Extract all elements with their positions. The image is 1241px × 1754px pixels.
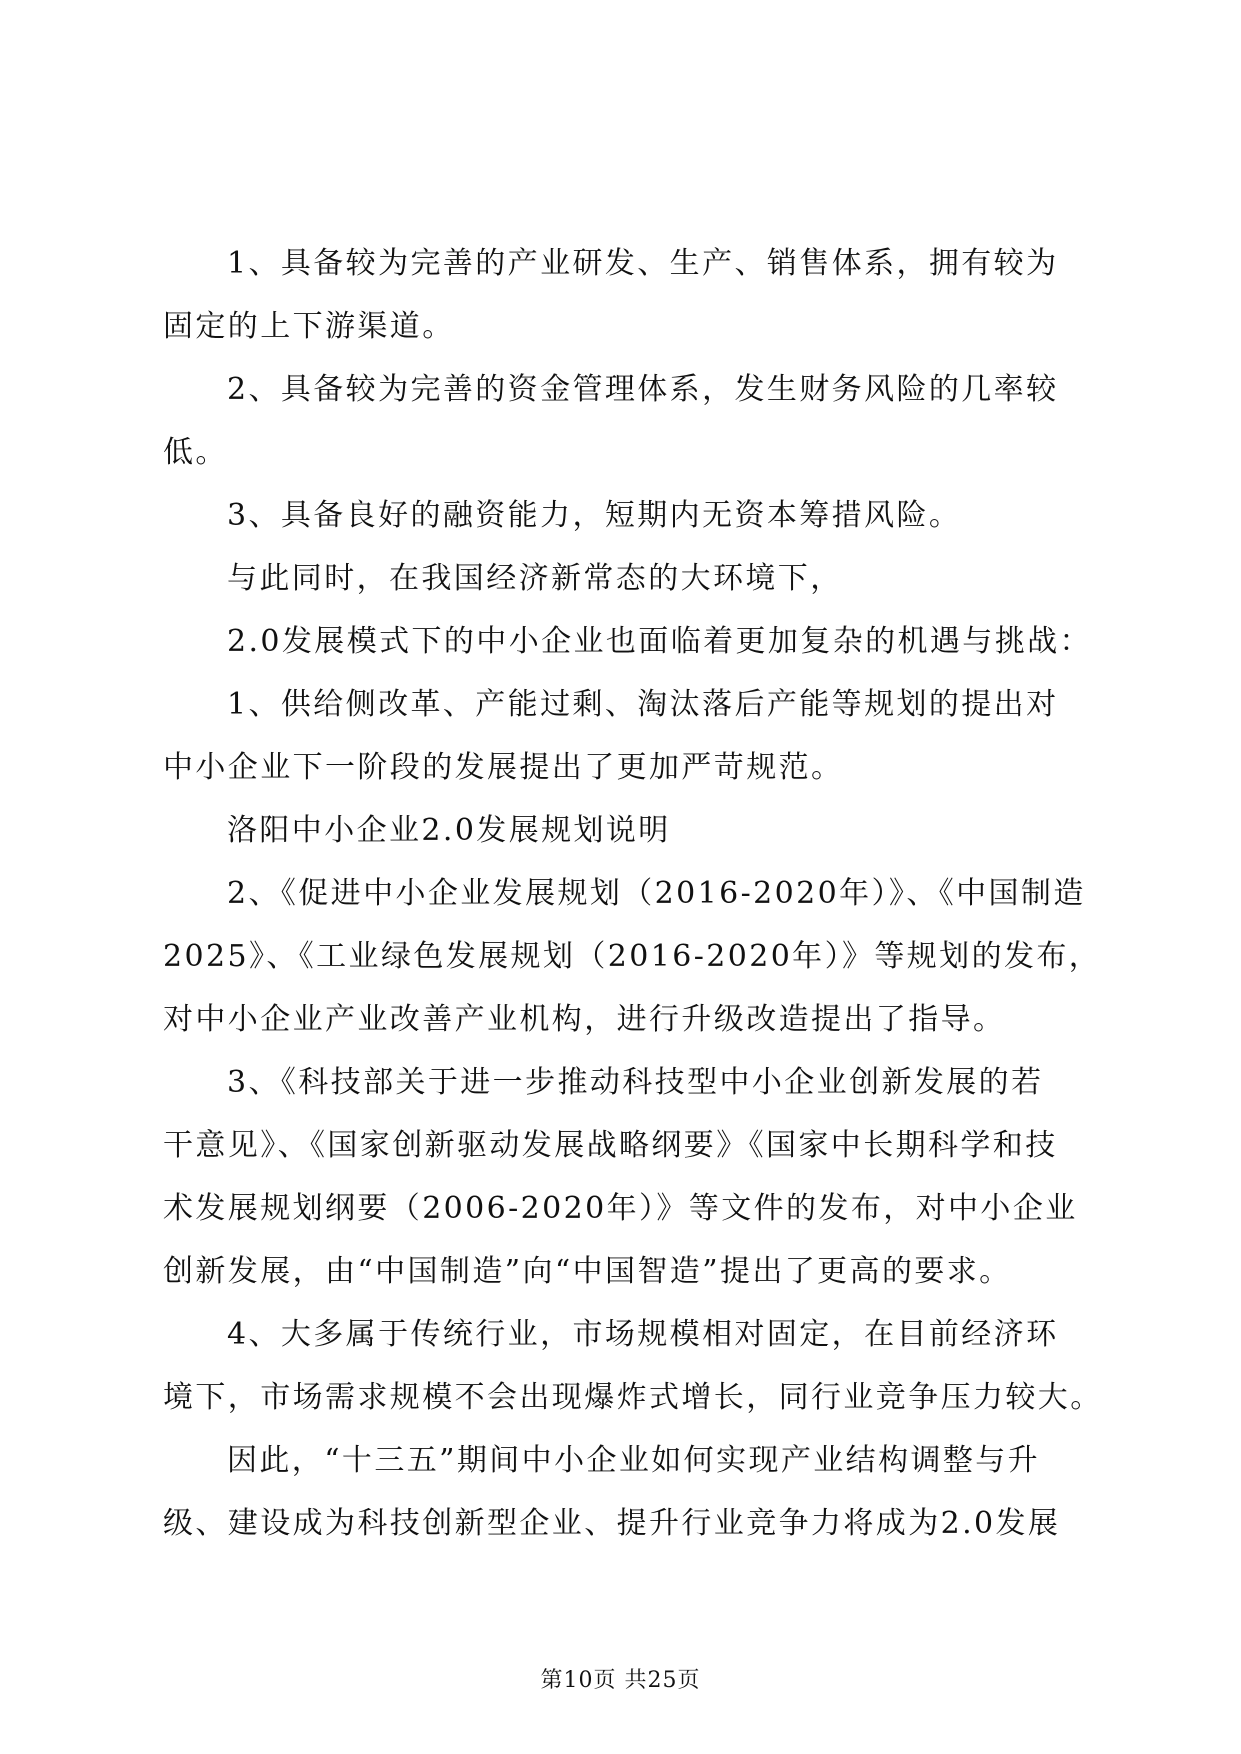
body-line: 2、具备较为完善的资金管理体系，发生财务风险的几率较 — [227, 372, 1059, 407]
body-line: 2025》、《工业绿色发展规划（2016-2020年）》等规划的发布， — [163, 939, 1102, 974]
body-line: 创新发展，由“中国制造”向“中国智造”提出了更高的要求。 — [163, 1254, 1012, 1289]
body-line: 低。 — [163, 435, 228, 470]
body-line: 1、供给侧改革、产能过剩、淘汰落后产能等规划的提出对 — [227, 687, 1059, 722]
body-text — [163, 232, 1103, 1555]
body-line: 因此，“十三五”期间中小企业如何实现产业结构调整与升 — [227, 1443, 1041, 1478]
body-line: 干意见》、《国家创新驱动发展战略纲要》《国家中长期科学和技 — [163, 1128, 1058, 1163]
body-line: 固定的上下游渠道。 — [163, 309, 455, 344]
body-line: 级、建设成为科技创新型企业、提升行业竞争力将成为2.0发展 — [163, 1506, 1061, 1541]
body-line: 3、《科技部关于进一步推动科技型中小企业创新发展的若 — [227, 1065, 1044, 1100]
body-line: 中小企业下一阶段的发展提出了更加严苛规范。 — [163, 750, 844, 785]
section-heading: 洛阳中小企业2.0发展规划说明 — [227, 813, 671, 848]
body-line: 1、具备较为完善的产业研发、生产、销售体系，拥有较为 — [227, 246, 1059, 281]
body-line: 2.0发展模式下的中小企业也面临着更加复杂的机遇与挑战： — [227, 624, 1092, 659]
page-number-footer: 第10页 共25页 — [540, 1668, 701, 1693]
body-line: 对中小企业产业改善产业机构，进行升级改造提出了指导。 — [163, 1002, 1006, 1037]
body-line: 3、具备良好的融资能力，短期内无资本筹措风险。 — [227, 498, 962, 533]
body-line: 4、大多属于传统行业，市场规模相对固定，在目前经济环 — [227, 1317, 1059, 1352]
body-line: 境下，市场需求规模不会出现爆炸式增长，同行业竞争压力较大。 — [163, 1380, 1103, 1415]
body-line: 2、《促进中小企业发展规划（2016-2020年）》、《中国制造 — [227, 876, 1086, 911]
body-line: 与此同时，在我国经济新常态的大环境下， — [227, 561, 843, 596]
body-line: 术发展规划纲要（2006-2020年）》等文件的发布，对中小企业 — [163, 1191, 1078, 1226]
